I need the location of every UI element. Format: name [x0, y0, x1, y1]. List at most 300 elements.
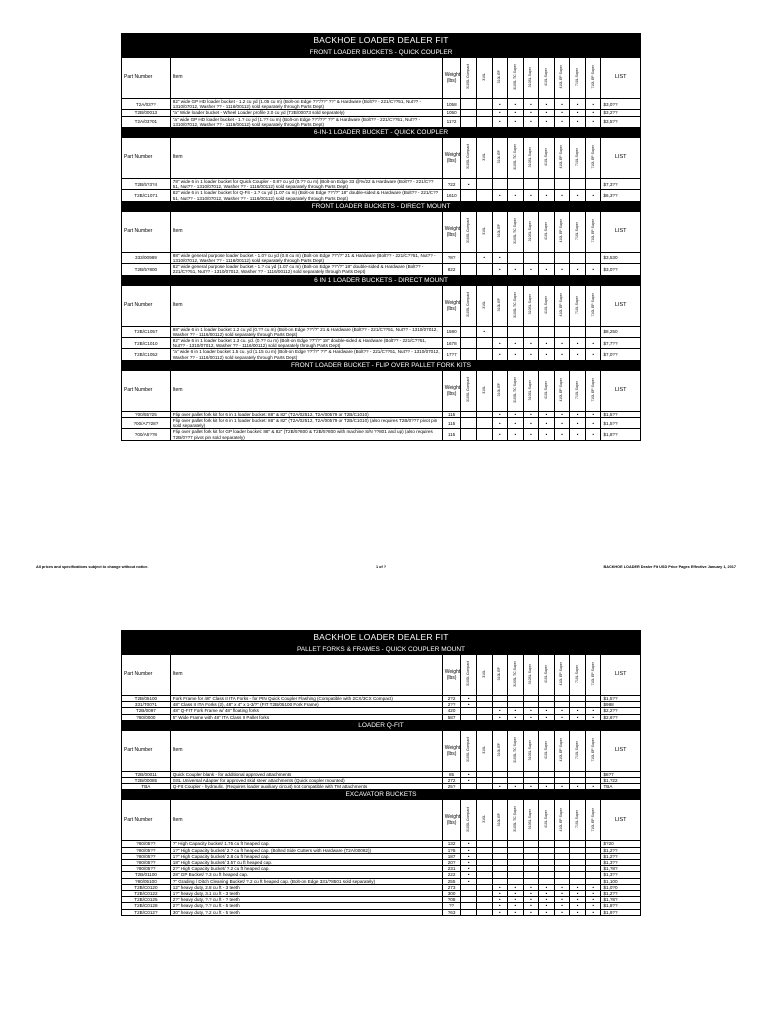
- compatibility-mark: •: [461, 872, 477, 878]
- part-number: T2B/C1052: [122, 349, 171, 360]
- header-series: [523, 138, 539, 179]
- header-series: [539, 211, 555, 252]
- item-description: 1?" High Capacity bucket/ 2.? cu ft heaped cap. (Bolted Side Cutters with Hardware (T2A/00082)): [170, 847, 442, 853]
- compatibility-mark: [508, 252, 524, 263]
- header-series: [476, 211, 492, 252]
- list-price: $3,5??: [601, 116, 641, 127]
- compatibility-mark: •: [461, 841, 477, 847]
- footer-disclaimer: All prices and specifications subject to change without notice.: [36, 565, 149, 569]
- part-number: T2B/C012?: [122, 909, 171, 915]
- item-description: 82" wide 6 in 1 loader bucket for Q-Fit - 1.? cu yd (1.07 cu m) (Bolt-on Edge ??"/?" 18" double-sided & Hardware (Bolt?? - 221/C??51, Nut?? - 1310/07012, Washer ?? - 1116/00112) sold separately through Parts Dept): [170, 190, 442, 201]
- header-series-label: 310SL Super: [528, 146, 533, 168]
- header-series-label: 310SL Compact: [466, 144, 471, 170]
- compatibility-mark: •: [492, 338, 508, 349]
- header-series-label: 410L Super: [543, 147, 548, 166]
- header-series: [523, 730, 539, 771]
- compatibility-mark: [461, 116, 477, 127]
- weight-value: 25?: [442, 784, 461, 790]
- part-number: TBA: [122, 784, 171, 790]
- section-title: EXCAVATOR BUCKETS: [122, 790, 641, 800]
- compatibility-mark: •: [585, 708, 601, 714]
- price-sheet-page-2: [121, 630, 641, 916]
- weight-value: 1678: [442, 338, 461, 349]
- item-description: 2?" heavy duty, ?.? cu ft - 5 teeth: [170, 903, 442, 909]
- header-part-number: Part Number: [122, 655, 171, 696]
- header-weight: Weight (lbs): [442, 800, 461, 841]
- list-price: $2,6??: [601, 714, 641, 720]
- compatibility-mark: •: [476, 326, 492, 337]
- header-series-label: 310L: [481, 385, 486, 394]
- header-series-label: 310SL TC Super: [512, 217, 517, 244]
- compatibility-mark: [461, 349, 477, 360]
- header-weight: Weight (lbs): [442, 138, 461, 179]
- compatibility-mark: •: [585, 349, 601, 360]
- section-header: [122, 275, 641, 285]
- header-series-label: 310L: [481, 670, 486, 678]
- compatibility-mark: •: [539, 418, 555, 429]
- compatibility-mark: •: [508, 190, 524, 201]
- compatibility-mark: •: [539, 891, 555, 897]
- compatibility-mark: •: [508, 99, 524, 110]
- header-series: [476, 730, 492, 771]
- header-series: [476, 58, 492, 99]
- list-price: TBA: [601, 784, 641, 790]
- compatibility-mark: •: [508, 411, 524, 417]
- item-description: 5" Wide Frame with 48" ITA Class II Pallet forks: [170, 714, 442, 720]
- header-series-label: 310SL Super: [528, 294, 533, 315]
- part-number: ?00/55?25: [122, 411, 171, 417]
- weight-value: ?22: [442, 179, 461, 190]
- compatibility-mark: [476, 116, 492, 127]
- header-series: [570, 730, 586, 771]
- compatibility-mark: [585, 326, 601, 337]
- header-series: [539, 800, 555, 841]
- item-description: 88" wide 6 in 1 loader bucket 1.2 cu yd (0.?? cu m) (Bolt-on Edge ??"/?" 21 & Hardware (Bolt?? - 221/C??51, Nut?? - 1310/07012, Washer ?? - 1116/00112) sold separately through Parts Dept): [170, 326, 442, 337]
- header-series: [570, 211, 586, 252]
- header-series: [523, 211, 539, 252]
- item-description: 1?" High Capacity bucket/ 2.8 cu ft heaped cap.: [170, 853, 442, 859]
- header-series-label: 410L Super: [543, 740, 548, 759]
- footer-page-number: 1 of ?: [376, 565, 387, 569]
- header-series-label: 710L EP Super: [590, 662, 595, 686]
- part-number: T2B/C1057: [122, 326, 171, 337]
- price-table: [121, 644, 641, 916]
- compatibility-mark: •: [523, 903, 539, 909]
- header-series-label: 710L Super: [575, 380, 579, 399]
- list-price: $1,5??: [601, 411, 641, 417]
- weight-value: ?63: [442, 909, 461, 915]
- header-series: [554, 655, 570, 696]
- header-series-label: 310L: [481, 745, 486, 754]
- compatibility-mark: •: [523, 891, 539, 897]
- header-series-label: 710L Super: [575, 810, 579, 829]
- header-series-label: 710L EP Super: [590, 737, 595, 762]
- compatibility-mark: •: [539, 116, 555, 127]
- header-series: [523, 800, 539, 841]
- list-price: $3,530: [601, 252, 641, 263]
- part-number: T2B/0097: [122, 708, 171, 714]
- compatibility-mark: [539, 326, 555, 337]
- header-series: [508, 58, 524, 99]
- header-series: [523, 370, 539, 411]
- header-series: [461, 370, 477, 411]
- part-number: T2B/01100: [122, 872, 171, 878]
- header-series: [523, 655, 539, 696]
- compatibility-mark: •: [523, 714, 539, 720]
- header-list-price: LIST: [601, 370, 641, 411]
- table-row: [122, 179, 641, 190]
- compatibility-mark: •: [523, 99, 539, 110]
- table-row: [122, 349, 641, 360]
- compatibility-mark: •: [461, 696, 477, 702]
- header-series-label: 310SL TC Super: [512, 660, 517, 687]
- header-series-label: 310L EP: [497, 667, 502, 681]
- list-price: $3,2??: [601, 110, 641, 116]
- weight-value: 420: [442, 708, 461, 714]
- compatibility-mark: •: [554, 349, 570, 360]
- compatibility-mark: •: [523, 784, 539, 790]
- compatibility-mark: •: [585, 897, 601, 903]
- header-series: [539, 370, 555, 411]
- compatibility-mark: [476, 338, 492, 349]
- part-number: T2B/C0120: [122, 884, 171, 890]
- header-series: [585, 730, 601, 771]
- compatibility-mark: •: [492, 784, 508, 790]
- compatibility-mark: •: [523, 349, 539, 360]
- header-series-label: 310L EP: [497, 70, 502, 84]
- header-series: [585, 800, 601, 841]
- part-number: T2A/03?01: [122, 116, 171, 127]
- compatibility-mark: •: [585, 418, 601, 429]
- compatibility-mark: •: [554, 411, 570, 417]
- part-number: 331/T00?1: [122, 702, 171, 708]
- item-description: 78" wide 6 in 1 loader bucket for Quick Coupler - 0.8? cu yd (0.?? cu m) (Bolt-on Edge 33 @%/22 & Hardware (Bolt?? - 221/C??51, Nut?? - 1310/07012, Washer ?? - 1116/00112) sold separately through Parts Dept): [170, 179, 442, 190]
- header-list-price: LIST: [601, 58, 641, 99]
- list-price: $1,5??: [601, 418, 641, 429]
- compatibility-mark: •: [461, 778, 477, 784]
- table-row: [122, 429, 641, 440]
- compatibility-mark: [461, 418, 477, 429]
- compatibility-mark: •: [570, 708, 586, 714]
- header-series-label: 310L: [481, 226, 486, 235]
- compatibility-mark: •: [492, 884, 508, 890]
- table-row: [122, 326, 641, 337]
- weight-value: 587: [442, 714, 461, 720]
- header-series-label: 710L EP Super: [590, 65, 595, 89]
- compatibility-mark: •: [461, 847, 477, 853]
- weight-value: 300: [442, 891, 461, 897]
- compatibility-mark: [476, 429, 492, 440]
- part-number: ?80/05??: [122, 866, 171, 872]
- page-footer: [36, 565, 736, 573]
- compatibility-mark: •: [523, 190, 539, 201]
- section-title: PALLET FORKS & FRAMES - QUICK COUPLER MOUNT: [122, 645, 641, 655]
- header-series: [539, 138, 555, 179]
- header-series-label: 710L EP Super: [590, 807, 595, 832]
- header-series-label: 310L EP: [497, 150, 502, 164]
- header-series: [554, 138, 570, 179]
- compatibility-mark: •: [492, 418, 508, 429]
- table-row: [122, 418, 641, 429]
- table-row: [122, 190, 641, 201]
- compatibility-mark: [461, 99, 477, 110]
- compatibility-mark: •: [539, 99, 555, 110]
- part-number: T2B/00085: [122, 778, 171, 784]
- list-price: $1,5??: [601, 696, 641, 702]
- part-number: T2B/05100: [122, 696, 171, 702]
- header-series: [570, 58, 586, 99]
- compatibility-mark: •: [492, 116, 508, 127]
- price-sheet-page-1: [121, 33, 641, 441]
- item-description: "a" wide GP HD loader bucket - 1.? cu yd (1.?? cu m) (Bolt-on Edge ??"/??" ??" & Hardware (Bolt?? - 221/C??51, Nut?? - 1310/07012, Washer ?? - 1116/00112) sold separately through Parts Dept): [170, 116, 442, 127]
- header-weight: Weight (lbs): [442, 655, 461, 696]
- compatibility-mark: •: [585, 429, 601, 440]
- compatibility-mark: •: [554, 897, 570, 903]
- item-description: "a" wide 6 in 1 loader bucket 1.5 cu. yd (1.15 cu m) (Bolt-on Edge ??"/?" ??" & Hardware (Bolt?? - 221/C??51, Nut?? - 1310/07012, Washer ?? - 1116/00112) sold separately through Parts Dept): [170, 349, 442, 360]
- header-series: [554, 370, 570, 411]
- compatibility-mark: •: [492, 190, 508, 201]
- header-series-label: 710L Super: [575, 740, 579, 759]
- header-series-label: 410L EP Super: [559, 807, 564, 832]
- list-price: $988: [601, 702, 641, 708]
- weight-value: 11?2: [442, 116, 461, 127]
- header-item: Item: [170, 138, 442, 179]
- item-description: Fork Frame for 48" Class II ITA Forks - for PIN Quick Coupler Flashing (Compatible with 2CX/3CX Compact): [170, 696, 442, 702]
- compatibility-mark: •: [554, 99, 570, 110]
- header-series: [554, 730, 570, 771]
- compatibility-mark: [523, 179, 539, 190]
- header-series: [570, 285, 586, 326]
- compatibility-mark: •: [570, 264, 586, 275]
- compatibility-mark: •: [570, 897, 586, 903]
- list-price: $8,250: [601, 326, 641, 337]
- header-series: [585, 138, 601, 179]
- column-header-row: [122, 285, 641, 326]
- header-series: [585, 285, 601, 326]
- header-series: [492, 285, 508, 326]
- weight-value: 132: [442, 841, 461, 847]
- header-series-label: 410L EP Super: [559, 145, 564, 169]
- compatibility-mark: •: [570, 116, 586, 127]
- header-series-label: 310SL TC Super: [512, 806, 517, 833]
- header-series-label: 710L EP Super: [590, 145, 595, 169]
- compatibility-mark: •: [570, 349, 586, 360]
- header-item: Item: [170, 370, 442, 411]
- part-number: T2B/5?3?4: [122, 179, 171, 190]
- compatibility-mark: [461, 264, 477, 275]
- section-title: 6-IN-1 LOADER BUCKET - QUICK COUPLER: [122, 128, 641, 138]
- weight-value: 1580: [442, 326, 461, 337]
- weight-value: 20?: [442, 860, 461, 866]
- item-description: 82" wide 6 in 1 loader bucket 1.3 cu. yd. (0.?? cu m) (Bolt-on Edge ??"/?" 18" double-sided & Hardware (Bolt?? - 221/C??51, Nut?? - 1310/07012, Washer ?? - 1116/00112) sold separately through Parts Dept): [170, 338, 442, 349]
- weight-value: ?8?: [442, 252, 461, 263]
- header-series-label: 310SL TC Super: [512, 376, 517, 403]
- compatibility-mark: •: [492, 349, 508, 360]
- header-series: [539, 58, 555, 99]
- compatibility-mark: •: [492, 411, 508, 417]
- compatibility-mark: •: [585, 110, 601, 116]
- compatibility-mark: •: [570, 784, 586, 790]
- compatibility-mark: •: [585, 884, 601, 890]
- header-weight: Weight (lbs): [442, 730, 461, 771]
- header-series: [554, 58, 570, 99]
- compatibility-mark: •: [570, 411, 586, 417]
- compatibility-mark: •: [461, 771, 477, 777]
- header-series-label: 310SL Compact: [466, 661, 471, 687]
- compatibility-mark: [476, 418, 492, 429]
- header-series-label: 310SL TC Super: [512, 63, 517, 90]
- item-description: 82" wide GP HD loader bucket - 1.2 cu yd (1.05 cu m) (Bolt-on Edge ??"/??" ??" & Hardware (Bolt?? - 221/C??51, Nut?? - 1310/07012, Washer ?? - 1116/00112) sold separately through Parts Dept): [170, 99, 442, 110]
- compatibility-mark: •: [492, 714, 508, 720]
- section-header: [122, 790, 641, 800]
- header-series: [523, 285, 539, 326]
- part-number: T2B/C0122: [122, 891, 171, 897]
- part-number: ?80/0000: [122, 714, 171, 720]
- header-series: [585, 58, 601, 99]
- compatibility-mark: [492, 326, 508, 337]
- list-price: $1,2??: [601, 847, 641, 853]
- compatibility-mark: •: [570, 909, 586, 915]
- weight-value: 2?2: [442, 696, 461, 702]
- part-number: ?80/05??: [122, 860, 171, 866]
- header-series: [476, 370, 492, 411]
- weight-value: 272: [442, 778, 461, 784]
- part-number: T2B/C1010: [122, 338, 171, 349]
- header-series-label: 310SL Compact: [466, 806, 471, 832]
- compatibility-mark: [523, 252, 539, 263]
- compatibility-mark: •: [585, 99, 601, 110]
- compatibility-mark: •: [508, 110, 524, 116]
- compatibility-mark: •: [570, 190, 586, 201]
- header-series-label: 310SL Super: [528, 220, 533, 241]
- compatibility-mark: [461, 252, 477, 263]
- compatibility-mark: •: [554, 338, 570, 349]
- header-series-label: 310SL Compact: [466, 292, 471, 318]
- weight-value: 1050: [442, 110, 461, 116]
- header-series-label: 310L EP: [497, 297, 502, 312]
- header-series-label: 410L Super: [543, 810, 548, 829]
- list-price: $8?7: [601, 771, 641, 777]
- header-series: [461, 655, 477, 696]
- compatibility-mark: [476, 264, 492, 275]
- list-price: $1,?22: [601, 778, 641, 784]
- header-series: [476, 655, 492, 696]
- compatibility-mark: •: [570, 891, 586, 897]
- header-weight: Weight (lbs): [442, 58, 461, 99]
- header-weight: Weight (lbs): [442, 370, 461, 411]
- compatibility-mark: •: [508, 897, 524, 903]
- compatibility-mark: •: [539, 884, 555, 890]
- list-price: $1,100: [601, 878, 641, 884]
- header-series: [554, 285, 570, 326]
- part-number: T2A/03??: [122, 99, 171, 110]
- compatibility-mark: •: [508, 884, 524, 890]
- compatibility-mark: •: [523, 418, 539, 429]
- compatibility-mark: •: [539, 264, 555, 275]
- compatibility-mark: •: [554, 190, 570, 201]
- header-series-label: 410L EP Super: [559, 377, 564, 402]
- compatibility-mark: •: [523, 116, 539, 127]
- compatibility-mark: •: [539, 429, 555, 440]
- header-series-label: 710L EP Super: [590, 292, 595, 317]
- header-series: [461, 58, 477, 99]
- item-description: ?" Grading / Ditch Cleaning Bucket/ ?.2 cu ft heaped cap. (Bolt-on Edge 331/?8501 sold separately): [170, 878, 442, 884]
- item-description: 48" Class II ITA Forks (2), 48" x 4" x 1-3/?" (FIT T2B/05100 Fork Frame): [170, 702, 442, 708]
- part-number: T2B/5?800: [122, 264, 171, 275]
- header-series: [585, 211, 601, 252]
- header-series-label: 310L: [481, 300, 486, 309]
- section-title: 6 IN 1 LOADER BUCKETS - DIRECT MOUNT: [122, 275, 641, 285]
- header-series: [554, 800, 570, 841]
- compatibility-mark: •: [585, 903, 601, 909]
- compatibility-mark: •: [523, 264, 539, 275]
- compatibility-mark: •: [508, 903, 524, 909]
- header-series-label: 310L EP: [497, 383, 502, 397]
- compatibility-mark: •: [585, 784, 601, 790]
- header-series-label: 310L: [481, 73, 486, 81]
- header-series-label: 410L EP Super: [559, 218, 564, 243]
- header-series-label: 710L Super: [575, 67, 579, 86]
- compatibility-mark: •: [554, 884, 570, 890]
- compatibility-mark: •: [508, 338, 524, 349]
- header-series: [476, 285, 492, 326]
- header-series-label: 310SL Super: [528, 379, 533, 400]
- compatibility-mark: [476, 909, 492, 915]
- section-title: LOADER Q-FIT: [122, 720, 641, 730]
- item-description: Flip over pallet fork kit for GP loader bucket: 88" & 82" (T2B/5?800 & T2B/5?800 with machine S/N ??801 and up) (also requires T2B/0??7 pivot pin sold separately): [170, 429, 442, 440]
- compatibility-mark: •: [523, 909, 539, 915]
- compatibility-mark: •: [492, 891, 508, 897]
- header-series-label: 310SL TC Super: [512, 291, 517, 318]
- header-list-price: LIST: [601, 655, 641, 696]
- compatibility-mark: •: [508, 891, 524, 897]
- weight-value: 1058: [442, 99, 461, 110]
- item-description: Flip over pallet fork kit for 6 in 1 loader bucket: 88" & 82" (T2A/02512, T2A/00579 or T2B/C1010): [170, 411, 442, 417]
- section-title: FRONT LOADER BUCKETS - DIRECT MOUNT: [122, 201, 641, 211]
- header-series: [508, 211, 524, 252]
- part-number: 333/00989: [122, 252, 171, 263]
- header-list-price: LIST: [601, 800, 641, 841]
- list-price: $3,0??: [601, 99, 641, 110]
- compatibility-mark: •: [523, 897, 539, 903]
- compatibility-mark: •: [523, 884, 539, 890]
- header-series: [508, 730, 524, 771]
- compatibility-mark: •: [508, 116, 524, 127]
- item-description: 28" GP Bucket/ ?.3 cu ft heaped cap.: [170, 872, 442, 878]
- header-series-label: 710L EP Super: [590, 377, 595, 402]
- weight-value: 1610: [442, 190, 461, 201]
- compatibility-mark: •: [523, 338, 539, 349]
- compatibility-mark: •: [539, 784, 555, 790]
- compatibility-mark: [461, 190, 477, 201]
- column-header-row: [122, 370, 641, 411]
- list-price: $1,2??: [601, 853, 641, 859]
- item-description: SSL Universal Adapter for approved skid steer attachments (Quick coupler mounted): [170, 778, 442, 784]
- header-item: Item: [170, 285, 442, 326]
- header-part-number: Part Number: [122, 800, 171, 841]
- part-number: T2B/C0128: [122, 903, 171, 909]
- compatibility-mark: •: [585, 891, 601, 897]
- item-description: 30" heavy duty, ?.2 cu ft - 5 teeth: [170, 909, 442, 915]
- header-series: [492, 211, 508, 252]
- header-part-number: Part Number: [122, 211, 171, 252]
- header-series: [570, 800, 586, 841]
- compatibility-mark: •: [585, 338, 601, 349]
- header-part-number: Part Number: [122, 138, 171, 179]
- compatibility-mark: •: [523, 110, 539, 116]
- header-series: [492, 655, 508, 696]
- weight-value: 2??: [442, 702, 461, 708]
